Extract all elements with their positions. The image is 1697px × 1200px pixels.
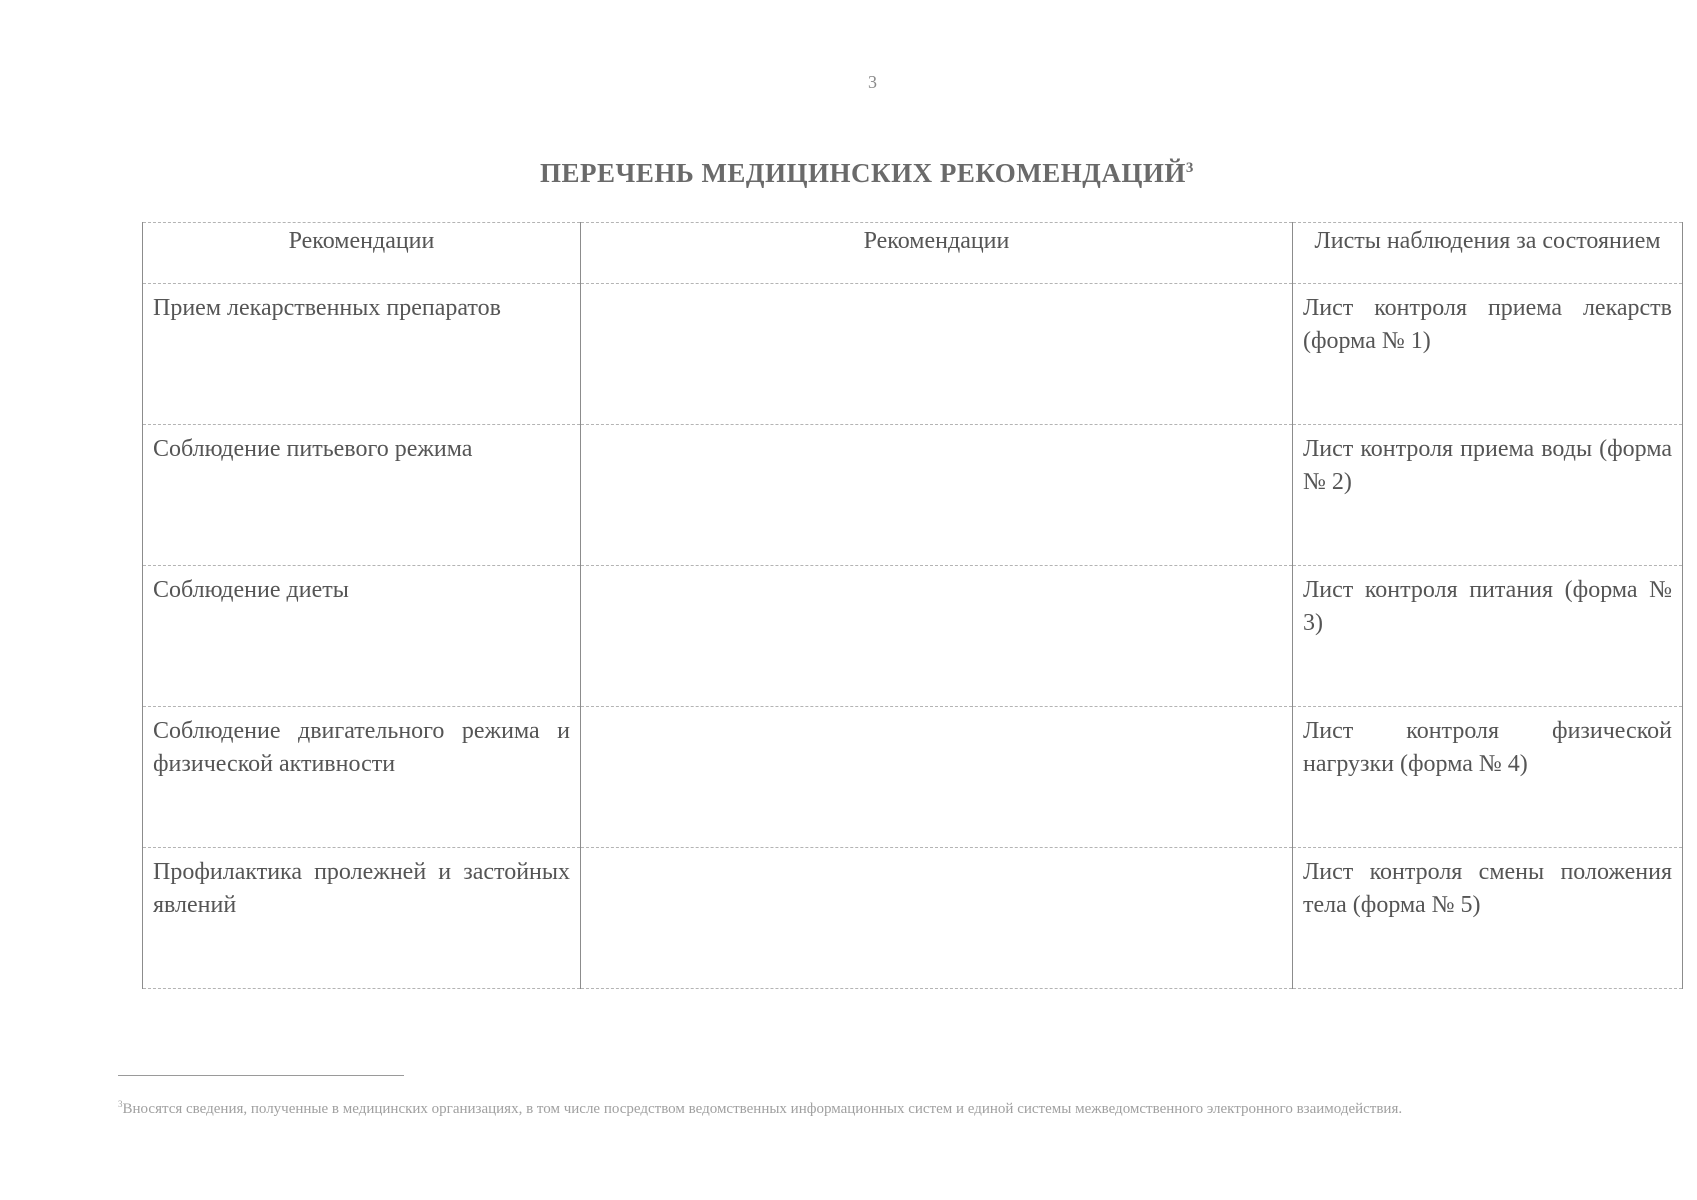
observation-sheet-cell: Лист контроля приема лекарств (форма № 1) [1293,284,1683,425]
header-observation-sheets: Листы наблюдения за состоянием [1293,223,1683,284]
footnote-divider [118,1075,404,1076]
observation-sheet-cell: Лист контроля приема воды (форма № 2) [1293,425,1683,566]
header-recommendations: Рекомендации [143,223,581,284]
details-cell [581,566,1293,707]
recommendation-cell: Соблюдение питьевого режима [143,425,581,566]
page-number: 3 [868,72,877,92]
recommendation-cell: Соблюдение диеты [143,566,581,707]
table-header-row [143,223,1683,284]
details-cell [581,707,1293,848]
table-row [143,707,1683,848]
recommendation-cell: Прием лекарственных препаратов [143,284,581,425]
footnote-text: Вносятся сведения, полученные в медицинских организациях, в том числе посредством ведомственных информационных систем и единой системы межведомственного электронного взаимодействия. [122,1101,1403,1117]
observation-sheet-cell: Лист контроля питания (форма № 3) [1293,566,1683,707]
recommendation-cell: Профилактика пролежней и застойных явлений [143,848,581,989]
recommendations-table [142,222,1683,989]
observation-sheet-cell: Лист контроля физической нагрузки (форма № 4) [1293,707,1683,848]
footnote-mark: 3 [118,1099,123,1109]
document-title-text: ПЕРЕЧЕНЬ МЕДИЦИНСКИХ РЕКОМЕНДАЦИЙ [540,158,1186,188]
table-row [143,284,1683,425]
document-title [540,158,1220,189]
table-row [143,566,1683,707]
header-recommendations-details: Рекомендации [581,223,1293,284]
details-cell [581,425,1293,566]
footnote [118,1093,1598,1120]
details-cell [581,848,1293,989]
recommendation-cell: Соблюдение двигательного режима и физической активности [143,707,581,848]
table-row [143,848,1683,989]
details-cell [581,284,1293,425]
observation-sheet-cell: Лист контроля смены положения тела (форма № 5) [1293,848,1683,989]
title-footnote-mark: 3 [1185,160,1194,176]
table-row [143,425,1683,566]
